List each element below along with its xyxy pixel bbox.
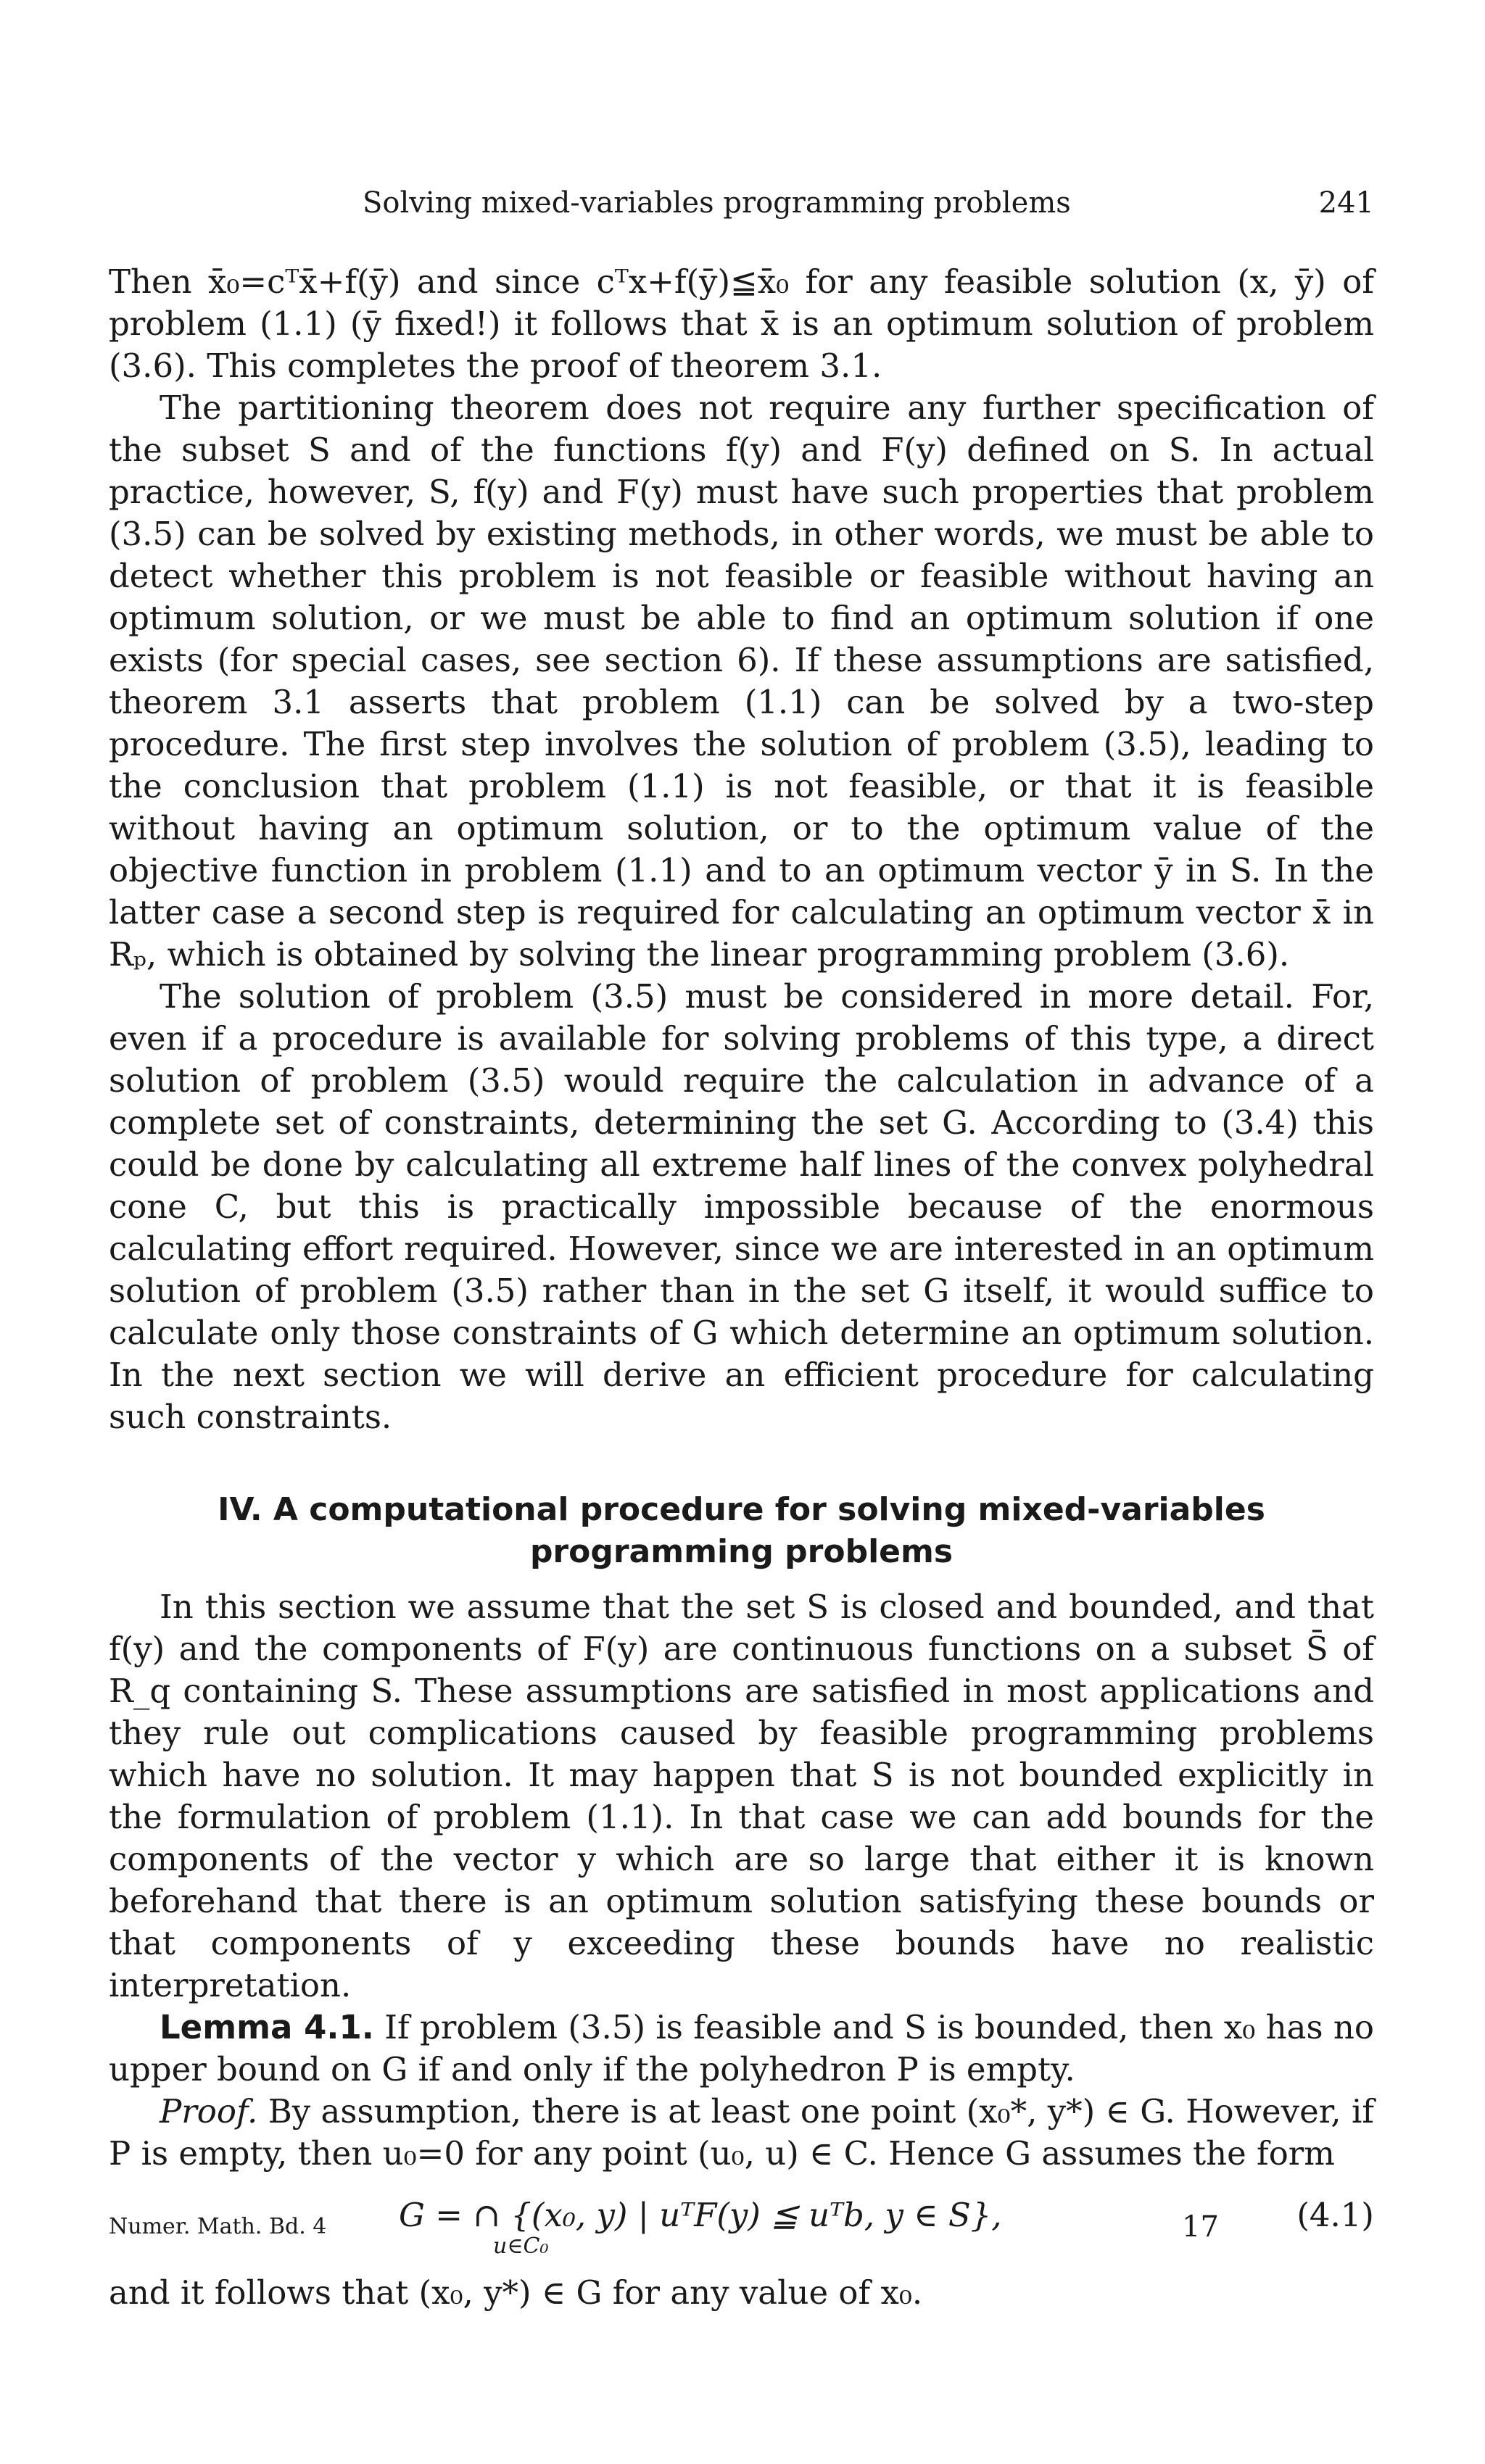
lemma-text: If problem (3.5) is feasible and S is bounded, then x₀ has no upper bound on G if and only if the polyhedron P is empty. [109,2008,1374,2088]
closing-text: and it follows that (x₀, y*) ∈ G for any value of x₀. [109,2273,923,2312]
equation-subscript: u∈C₀ [493,2233,549,2259]
lemma [109,2007,1374,2091]
journal-name: Numer. Math. Bd. 4 [109,2214,327,2239]
section-heading-line-2: programming problems [529,1533,954,1570]
paragraph-1: Then x̄₀=cᵀx̄+f(ȳ) and since cᵀx+f(ȳ)≦x̄₀ for any feasible solution (x, ȳ) of problem (1.1) (ȳ fixed!) it follows that x̄ is an optimum solution of problem (3.6). This completes the proof of theorem 3.1. [109,262,1374,385]
section-heading-line-1: IV. A computational procedure for solving mixed-variables [218,1491,1265,1528]
proof-label: Proof. [160,2092,258,2131]
equation-expression: G = ∩ {(x₀, y) | uᵀF(y) ≦ uᵀb, y ∈ S}, [399,2196,1002,2234]
proof [109,2091,1374,2175]
running-head-title: Solving mixed-variables programming problems [363,186,1071,220]
proof-text: By assumption, there is at least one point (x₀*, y*) ∈ G. However, if P is empty, then u₀=0 for any point (u₀, u) ∈ C. Hence G assumes the form [109,2092,1374,2173]
body-text [109,261,1374,2314]
page [109,181,1374,2392]
equation-number: (4.1) [1296,2196,1374,2234]
paragraph-3: The solution of problem (3.5) must be considered in more detail. For, even if a procedure is available for solving problems of this type, a direct solution of problem (3.5) would require the calculation in advance of a complete set of constraints, determining the set G. According to (3.4) this could be done by calculating all extreme half lines of the convex polyhedral cone C, but this is practically impossible because of the enormous calculating effort required. However, since we are interested in an optimum solution of problem (3.5) rather than in the set G itself, it would suffice to calculate only those constraints of G which determine an optimum solution. In the next section we will derive an efficient procedure for calculating such constraints. [109,977,1374,1436]
section-paragraph: In this section we assume that the set S is closed and bounded, and that f(y) and the components of F(y) are continuous functions on a subset S̄ of R_q containing S. These assumptions are satisfied in most applications and they rule out complications caused by feasible programming problems which have no solution. It may happen that S is not bounded explicitly in the formulation of problem (1.1). In that case we can add bounds for the components of the vector y which are so large that either it is known beforehand that there is an optimum solution satisfying these bounds or that components of y exceeding these bounds have no realistic interpretation. [109,1588,1374,2004]
paragraph-2: The partitioning theorem does not require any further specification of the subset S and of the functions f(y) and F(y) defined on S. In actual practice, however, S, f(y) and F(y) must have such properties that problem (3.5) can be solved by existing methods, in other words, we must be able to detect whether this problem is not feasible or feasible without having an optimum solution, or we must be able to find an optimum solution if one exists (for special cases, see section 6). If these assumptions are satisfied, theorem 3.1 asserts that problem (1.1) can be solved by a two-step procedure. The first step involves the solution of problem (3.5), leading to the conclusion that problem (1.1) is not feasible, or that it is feasible without having an optimum solution, or to the optimum value of the objective function in problem (1.1) and to an optimum vector ȳ in S. In the latter case a second step is required for calculating an optimum vector x̄ in Rₚ, which is obtained by solving the linear programming problem (3.6). [109,389,1374,974]
running-head [109,181,1374,225]
section-heading [109,1489,1374,1573]
sheet-number: 17 [1182,2210,1219,2244]
page-number: 241 [1318,186,1374,220]
lemma-label: Lemma 4.1. [160,2008,374,2046]
page-footer [109,2205,1374,2249]
